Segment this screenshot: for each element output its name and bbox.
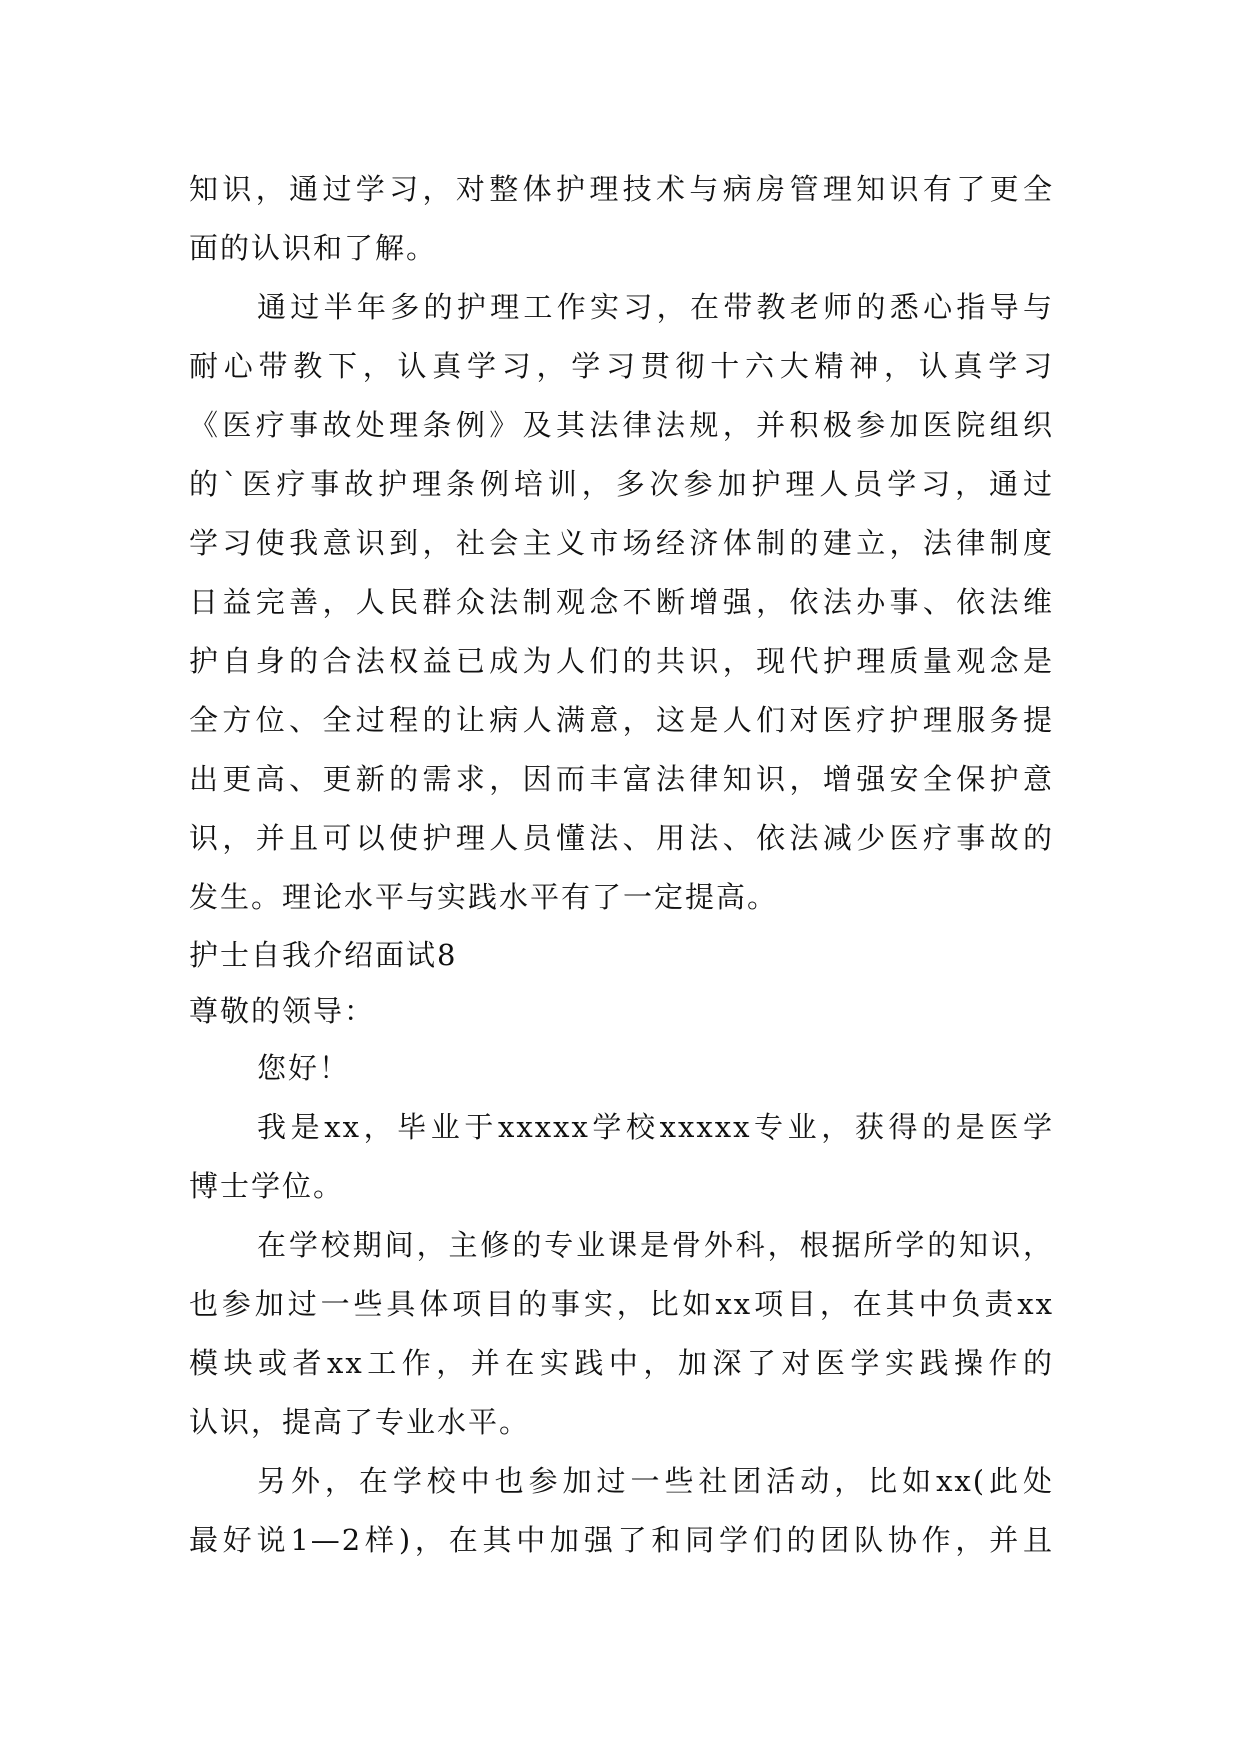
text-line: 另外，在学校中也参加过一些社团活动，比如xx(此处: [257, 1464, 1054, 1498]
document-body: [189, 160, 1054, 1570]
text-line: 尊敬的领导：: [189, 994, 376, 1028]
paragraph-p1: [189, 160, 1054, 278]
text-line: 您好！: [257, 1051, 351, 1085]
text-line: 《医疗事故处理条例》及其法律法规，并积极参加医院组织: [189, 408, 1054, 442]
paragraph-p5: [189, 1452, 1054, 1570]
paragraph-hello: [189, 1039, 1054, 1098]
greeting: [189, 983, 1054, 1039]
text-line: 出更高、更新的需求，因而丰富法律知识，增强安全保护意: [189, 762, 1054, 796]
paragraph-p2: [189, 278, 1054, 927]
text-line: 的`医疗事故护理条例培训，多次参加护理人员学习，通过: [189, 467, 1054, 501]
text-line: 也参加过一些具体项目的事实，比如xx项目，在其中负责xx: [189, 1287, 1054, 1321]
text-line: 认识，提高了专业水平。: [189, 1405, 531, 1439]
text-line: 在学校期间，主修的专业课是骨外科，根据所学的知识，: [257, 1228, 1054, 1262]
text-line: 发生。理论水平与实践水平有了一定提高。: [189, 880, 779, 914]
text-line: 最好说1—2样)，在其中加强了和同学们的团队协作，并且: [189, 1523, 1054, 1557]
text-line: 学习使我意识到，社会主义市场经济体制的建立，法律制度: [189, 526, 1054, 560]
paragraph-p4: [189, 1216, 1054, 1452]
section-title: [189, 927, 1054, 983]
text-line: 面的认识和了解。: [189, 231, 438, 265]
text-line: 博士学位。: [189, 1169, 345, 1203]
text-line: 我是xx，毕业于xxxxx学校xxxxx专业，获得的是医学: [257, 1110, 1054, 1144]
text-line: 全方位、全过程的让病人满意，这是人们对医疗护理服务提: [189, 703, 1054, 737]
text-line: 耐心带教下，认真学习，学习贯彻十六大精神，认真学习: [189, 349, 1054, 383]
heading-line: 护士自我介绍面试8: [189, 938, 458, 972]
text-line: 通过半年多的护理工作实习，在带教老师的悉心指导与: [257, 290, 1054, 324]
text-line: 知识，通过学习，对整体护理技术与病房管理知识有了更全: [189, 172, 1054, 206]
text-line: 模块或者xx工作，并在实践中，加深了对医学实践操作的: [189, 1346, 1054, 1380]
text-line: 日益完善，人民群众法制观念不断增强，依法办事、依法维: [189, 585, 1054, 619]
text-line: 护自身的合法权益已成为人们的共识，现代护理质量观念是: [189, 644, 1054, 678]
text-line: 识，并且可以使护理人员懂法、用法、依法减少医疗事故的: [189, 821, 1054, 855]
paragraph-p3: [189, 1098, 1054, 1216]
